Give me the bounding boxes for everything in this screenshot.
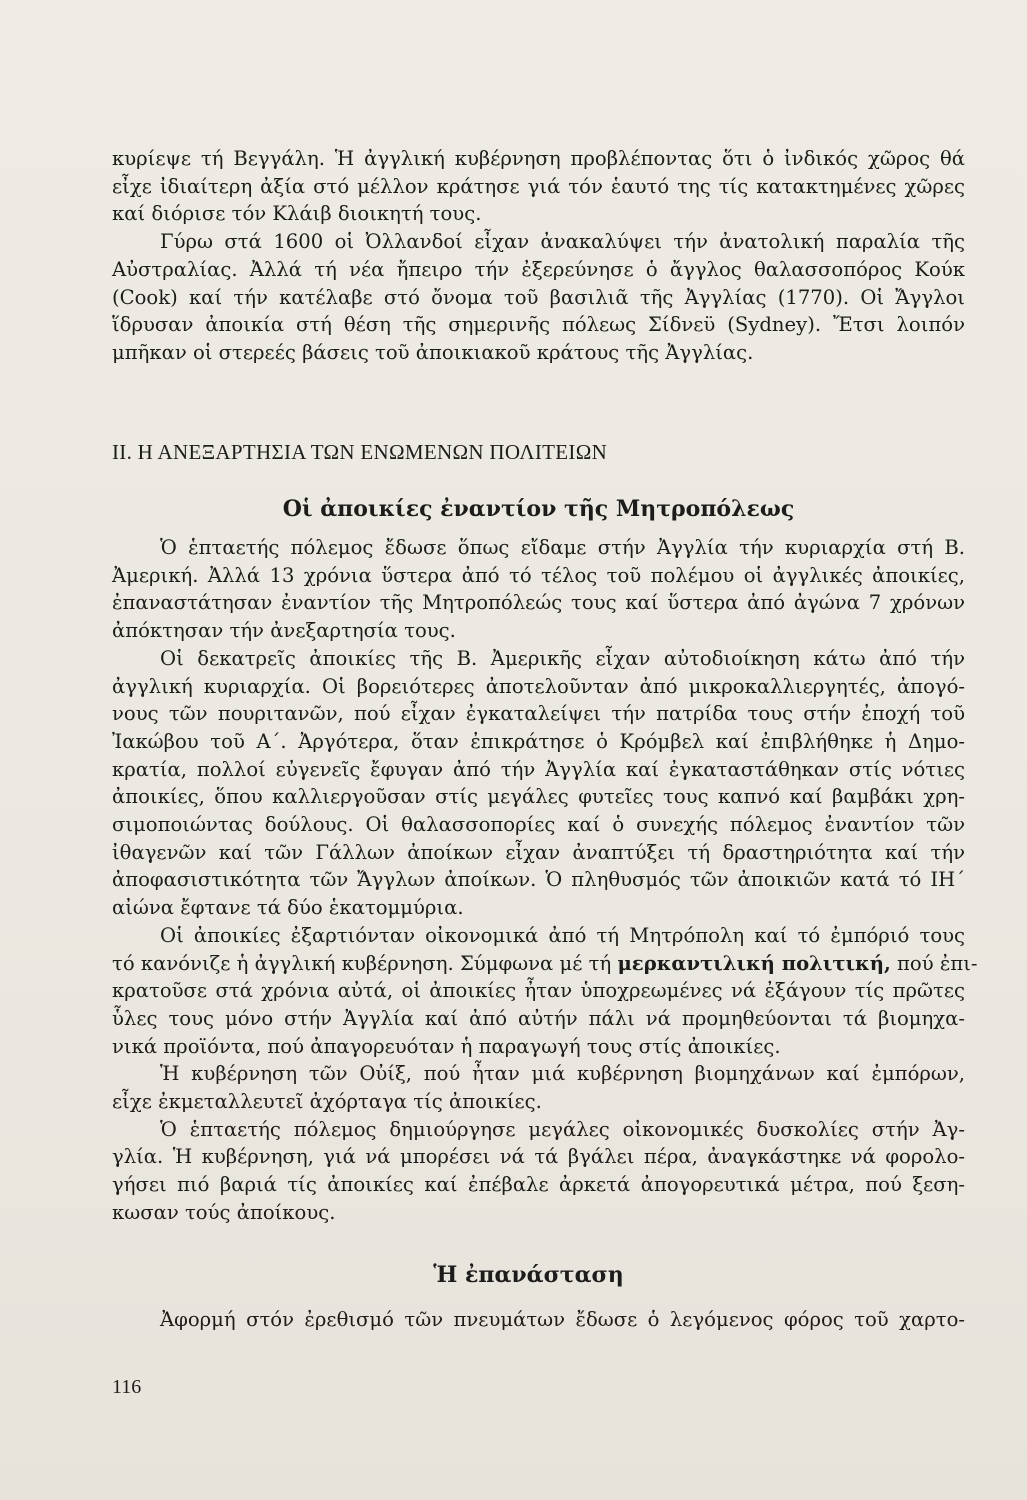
subheading-colonies: Οἱ ἀποικίες ἐναντίον τῆς Μητροπόλεως (282, 496, 795, 522)
text-line: γλία. Ἡ κυβέρνηση, γιά νά μπορέσει νά τά βγάλει πέρα, ἀναγκάστηκε νά φορολο- (112, 1145, 965, 1169)
text-line: κρατία, πολλοί εὐγενεῖς ἔφυγαν ἀπό τήν Ἀγγλία καί ἐγκαταστάθηκαν στίς νότιες (112, 757, 965, 781)
text-fragment: τό κανόνιζε ἡ ἀγγλική κυβέρνηση. Σύμφωνα μέ τή (112, 951, 612, 975)
text-fragment: πού ἐπι- (897, 951, 978, 975)
text-line: Ὁ ἑπταετής πόλεμος ἔδωσε ὅπως εἴδαμε στήν Ἀγγλία τήν κυριαρχία στή Β. (160, 536, 965, 559)
text-line: ἰθαγενῶν καί τῶν Γάλλων ἀποίκων εἶχαν ἀναπτύξει τή δραστηριότητα καί τήν (112, 840, 965, 864)
intro-paragraphs (112, 145, 965, 367)
text-line: Οἱ ἀποικίες ἐξαρτιόνταν οἰκονομικά ἀπό τή Μητρόπολη καί τό ἐμπόριό τους (160, 923, 965, 947)
text-line: ἐπαναστάτησαν ἐναντίον τῆς Μητροπόλεώς τους καί ὕστερα ἀπό ἀγώνα 7 χρόνων (112, 591, 965, 615)
text-line: ἀγγλική κυριαρχία. Οἱ βορειότερες ἀποτελοῦνταν ἀπό μικροκαλλιεργητές, ἀπογό- (112, 674, 965, 698)
text-line: νικά προϊόντα, πού ἀπαγορευόταν ἡ παραγωγή τους στίς ἀποικίες. (112, 1034, 781, 1058)
text-line: γήσει πιό βαριά τίς ἀποικίες καί ἐπέβαλε ἀρκετά ἀπογορευτικά μέτρα, πού ξεση- (112, 1173, 965, 1197)
mercantile-policy-term: μερκαντιλική πολιτική, (617, 951, 891, 975)
text-line: ἀποφασιστικότητα τῶν Ἄγγλων ἀποίκων. Ὁ πληθυσμός τῶν ἀποικιῶν κατά τό ΙΗ΄ (112, 868, 965, 892)
text-line: εἶχε ἰδιαίτερη ἀξία στό μέλλον κράτησε γιά τόν ἑαυτό της τίς κατακτημένες χῶρες (112, 174, 965, 198)
text-line: ἀπόκτησαν τήν ἀνεξαρτησία τους. (112, 619, 456, 643)
text-line: σιμοποιώντας δούλους. Οἱ θαλασσοπορίες καί ὁ συνεχής πόλεμος ἐναντίον τῶν (112, 813, 965, 837)
text-line: Οἱ δεκατρεῖς ἀποικίες τῆς Β. Ἀμερικῆς εἶχαν αὐτοδιοίκηση κάτω ἀπό τήν (160, 646, 965, 670)
text-line-mercantile (112, 950, 978, 978)
text-line: Αὐστραλίας. Ἀλλά τή νέα ἤπειρο τήν ἐξερεύνησε ὁ ἄγγλος θαλασσοπόρος Κούκ (112, 257, 965, 281)
revolution-paragraph (112, 1306, 965, 1334)
text-line: κυρίεψε τή Βεγγάλη. Ἡ ἀγγλική κυβέρνηση προβλέποντας ὅτι ὁ ἰνδικός χῶρος θά (112, 147, 965, 170)
page-number: 116 (112, 1376, 142, 1398)
text-line: κωσαν τούς ἀποίκους. (112, 1200, 336, 1224)
text-line: Ἰακώβου τοῦ Α΄. Ἀργότερα, ὅταν ἐπικράτησε ὁ Κρόμβελ καί ἐπιβλήθηκε ἡ Δημο- (112, 729, 965, 753)
text-line: Ἀφορμή στόν ἐρεθισμό τῶν πνευμάτων ἔδωσε ὁ λεγόμενος φόρος τοῦ χαρτο- (160, 1308, 965, 1331)
text-line: αἰώνα ἔφτανε τά δύο ἑκατομμύρια. (112, 896, 464, 920)
text-line: Ἡ κυβέρνηση τῶν Οὐίξ, πού ἦταν μιά κυβέρνηση βιομηχάνων καί ἐμπόρων, (160, 1062, 965, 1086)
text-line: εἶχε ἐκμεταλλευτεῖ ἀχόρταγα τίς ἀποικίες. (112, 1090, 542, 1114)
text-line: κρατοῦσε στά χρόνια αὐτά, οἱ ἀποικίες ἦταν ὑποχρεωμένες νά ἐξάγουν τίς πρῶτες (112, 979, 965, 1003)
text-line: ὗλες τους μόνο στήν Ἀγγλία καί ἀπό αὐτήν πάλι νά προμηθεύονται τά βιομηχα- (112, 1006, 965, 1030)
text-line: μπῆκαν οἱ στερεές βάσεις τοῦ ἀποικιακοῦ κράτους τῆς Ἀγγλίας. (112, 340, 754, 364)
text-line: Γύρω στά 1600 οἱ Ὀλλανδοί εἶχαν ἀνακαλύψει τήν ἀνατολική παραλία τῆς (160, 230, 965, 254)
text-line: καί διόρισε τόν Κλάιβ διοικητή τους. (112, 202, 482, 226)
text-line: ἀποικίες, ὅπου καλλιεργοῦσαν στίς μεγάλες φυτεῖες τους καπνό καί βαμβάκι χρη- (112, 785, 965, 809)
colonies-paragraphs (112, 534, 978, 1227)
text-line: Ὁ ἑπταετής πόλεμος δημιούργησε μεγάλες οἰκονομικές δυσκολίες στήν Ἀγ- (160, 1117, 965, 1141)
text-line: Ἀμερική. Ἀλλά 13 χρόνια ὕστερα ἀπό τό τέλος τοῦ πολέμου οἱ ἀγγλικές ἀποικίες, (112, 563, 965, 587)
subheading-revolution: Ἡ ἐπανάσταση (433, 1262, 624, 1288)
text-line: νους τῶν πουριτανῶν, πού εἶχαν ἐγκαταλείψει τήν πατρίδα τους στήν ἐποχή τοῦ (112, 702, 965, 726)
text-line: ἵδρυσαν ἀποικία στή θέση τῆς σημερινῆς πόλεως Σίδνεϋ (Sydney). Ἔτσι λοιπόν (112, 313, 965, 337)
section-heading: ΙΙ. Η ΑΝΕΞΑΡΤΗΣΙΑ ΤΩΝ ΕΝΩΜΕΝΩΝ ΠΟΛΙΤΕΙΩΝ (112, 440, 608, 464)
text-line: (Cook) καί τήν κατέλαβε στό ὄνομα τοῦ βασιλιᾶ τῆς Ἀγγλίας (1770). Οἱ Ἄγγλοι (112, 285, 965, 309)
